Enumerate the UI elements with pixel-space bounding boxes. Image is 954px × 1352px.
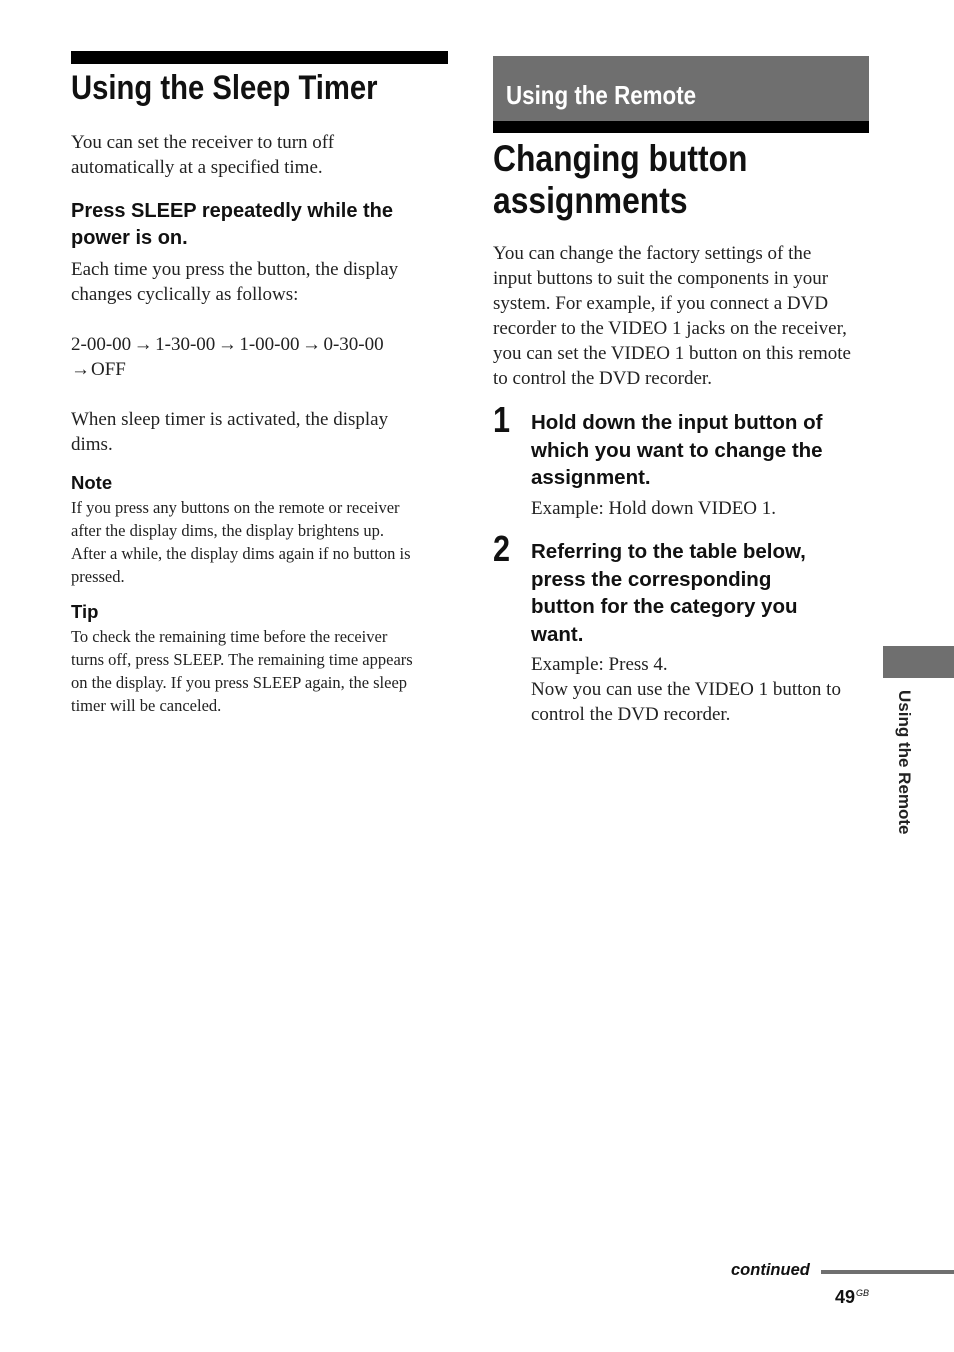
page-number (835, 1282, 869, 1308)
section-title-line: assignments (493, 180, 688, 221)
assign-intro (493, 241, 873, 391)
intro-line: automatically at a specified time. (71, 157, 323, 178)
step-1-number: 1 (493, 399, 511, 440)
step-1-title-line: assignment. (531, 466, 651, 489)
section-title (493, 138, 747, 222)
dim-line: dims. (71, 434, 113, 455)
cycle-line: Each time you press the button, the display (71, 259, 399, 280)
arrow-icon: → (71, 359, 90, 380)
sequence-value: 1-30-00 (155, 334, 216, 355)
sequence-line-1 (71, 332, 456, 357)
assign-intro-line: recorder to the VIDEO 1 jacks on the receiver, (493, 318, 847, 339)
step-2-title-line: press the corresponding (531, 567, 772, 591)
step-2-title-line: Referring to the table below, (531, 540, 806, 563)
step-2-title (531, 538, 871, 648)
note-body (71, 496, 456, 588)
assign-intro-line: to control the DVD recorder. (493, 368, 712, 389)
note-line: after the display dims, the display brightens up. (71, 521, 384, 540)
sequence-value: 1-00-00 (239, 334, 300, 355)
sequence-value: OFF (91, 359, 126, 380)
dim-line: When sleep timer is activated, the display (71, 409, 389, 430)
step-2-body-line: control the DVD recorder. (531, 704, 731, 725)
step-1-title (531, 409, 871, 492)
step-2-body-line: Now you can use the VIDEO 1 button to (531, 679, 841, 700)
section-header-rule (493, 121, 869, 133)
sequence-value: 2-00-00 (71, 334, 132, 355)
tip-line: turns off, press SLEEP. The remaining time appears (71, 650, 413, 669)
arrow-icon: → (133, 334, 153, 355)
tip-line: To check the remaining time before the receiver (71, 627, 388, 646)
sequence-line-2 (71, 357, 456, 382)
step-2-number: 2 (493, 528, 511, 569)
intro-paragraph (71, 130, 451, 180)
step-1-body-line: Example: Hold down VIDEO 1. (531, 498, 777, 519)
page-number-suffix: GB (856, 1288, 870, 1298)
section-header-title: Using the Remote (506, 80, 697, 110)
note-heading: Note (71, 472, 113, 493)
instruction-line: Press SLEEP repeatedly while the (71, 200, 393, 222)
page-number-value: 49 (835, 1287, 856, 1307)
note-line: If you press any buttons on the remote or receiver (71, 498, 400, 517)
timer-sequence (71, 332, 456, 382)
arrow-icon: → (301, 334, 321, 355)
section-header-band (493, 56, 869, 121)
tip-line: on the display. If you press SLEEP again, the sleep (71, 673, 408, 692)
title-rule (71, 51, 448, 64)
assign-intro-line: system. For example, if you connect a DVD (493, 293, 829, 314)
note-line: After a while, the display dims again if no button is (71, 544, 411, 563)
cycle-description (71, 257, 456, 307)
instruction-heading (71, 198, 456, 252)
step-1-title-line: Hold down the input button of (531, 411, 823, 434)
instruction-line: power is on. (71, 227, 188, 249)
arrow-icon: → (217, 334, 237, 355)
continued-label: continued (731, 1261, 810, 1279)
step-1-title-line: which you want to change the (531, 438, 823, 462)
assign-intro-line: You can change the factory settings of the (493, 243, 812, 264)
tip-body (71, 625, 456, 717)
step-2-body-line: Example: Press 4. (531, 654, 668, 675)
page-title: Using the Sleep Timer (71, 69, 378, 107)
chapter-tab-label: Using the Remote (895, 690, 914, 835)
tip-line: timer will be canceled. (71, 696, 222, 715)
step-2-title-line: want. (531, 622, 584, 646)
intro-line: You can set the receiver to turn off (71, 132, 335, 153)
assign-intro-line: you can set the VIDEO 1 button on this remote (493, 343, 851, 364)
step-1-body (531, 496, 871, 521)
chapter-tab (883, 646, 954, 678)
tip-heading: Tip (71, 601, 99, 622)
note-line: pressed. (71, 567, 125, 586)
continued-bar (821, 1270, 954, 1274)
step-2-body (531, 652, 871, 727)
dim-paragraph (71, 407, 456, 457)
cycle-line: changes cyclically as follows: (71, 284, 299, 305)
step-2-title-line: button for the category you (531, 595, 798, 618)
section-title-line: Changing button (493, 138, 748, 179)
assign-intro-line: input buttons to suit the components in your (493, 268, 829, 289)
sequence-value: 0-30-00 (323, 334, 384, 355)
